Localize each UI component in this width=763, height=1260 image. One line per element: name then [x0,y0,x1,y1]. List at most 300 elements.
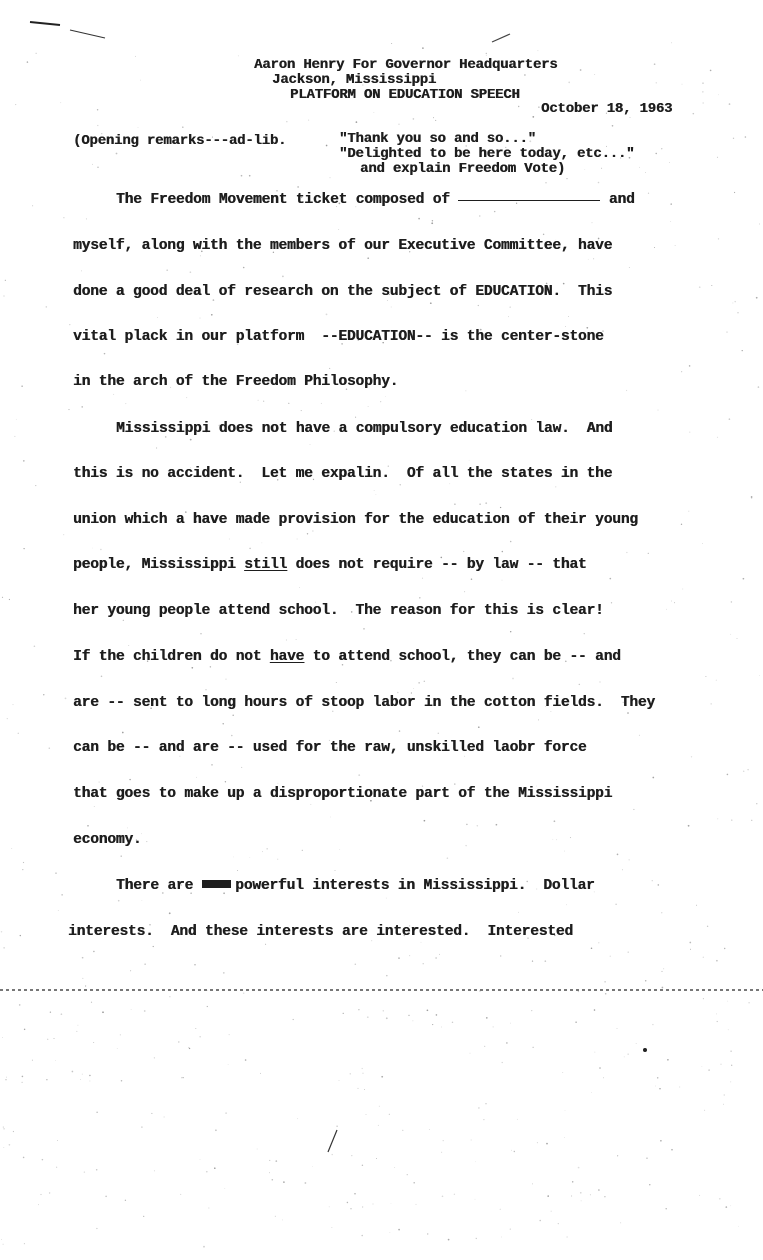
speck [138,127,139,128]
speck [57,1140,58,1141]
speck [140,80,141,81]
speck [232,715,234,717]
speck [129,779,130,780]
speck [380,401,381,402]
speck [386,898,387,899]
speck [229,1034,230,1035]
speck [610,578,612,580]
speck [364,1089,365,1090]
speck [269,1160,270,1161]
speck [679,1087,680,1088]
speck [648,193,649,194]
speck [40,1194,41,1195]
speck [368,406,369,407]
speck [514,1151,515,1152]
speck [716,680,717,681]
speck [580,1192,582,1194]
speck [93,951,94,952]
speck [61,894,62,895]
speck [661,912,662,913]
speck [128,645,129,646]
speck [307,533,308,534]
speck [156,447,157,448]
speck [297,186,298,187]
speck [43,694,44,695]
speck [708,1069,710,1071]
speck [758,386,760,388]
speck [46,1079,47,1080]
speck [748,1002,749,1003]
speck [277,859,278,860]
speck [418,682,419,683]
speck [682,589,683,590]
speck [702,91,703,92]
para3-line-1 [116,878,595,894]
speck [398,124,399,125]
speck [532,116,534,118]
speck [63,217,64,218]
speck [518,106,519,107]
speck [3,1244,4,1245]
speck [442,1195,444,1197]
speck [178,1041,179,1042]
speck [363,628,364,629]
speck [82,1074,83,1075]
speck [510,541,512,543]
speck [249,857,250,858]
corner-mark [70,30,105,38]
speck [727,774,729,776]
speck [646,1158,647,1159]
speck [378,1125,379,1126]
speck [231,735,233,737]
speck [97,167,98,168]
speck [367,1016,369,1018]
speck [183,1077,184,1078]
speck [3,1127,4,1128]
speck [224,1188,225,1189]
speck [717,818,718,819]
opening-quote-2: "Delighted to be here today, etc..." [339,146,635,162]
speck [689,365,691,367]
speck [24,1029,25,1030]
speck [726,331,727,332]
speck [566,1236,567,1237]
speck [510,1229,511,1230]
speck [669,162,670,163]
speck [20,935,21,936]
speck [485,1103,486,1104]
speck [195,1028,196,1029]
speck [627,712,629,714]
speck [565,326,566,327]
speck [358,1088,359,1089]
speck [554,820,556,822]
speck [283,1181,285,1183]
speck [703,957,704,958]
speck [383,1010,384,1011]
speck [361,1235,363,1237]
speck [617,1155,618,1156]
speck [305,1182,307,1184]
speck [594,74,595,75]
speck [92,548,93,549]
speck [500,507,501,508]
para2-line-2: this is no accident. Let me expalin. Of all the states in the [73,466,613,482]
para2-line-1: Mississippi does not have a compulsory education law. And [116,421,613,437]
speck [439,954,440,955]
speck [13,704,14,705]
speck [22,869,23,870]
speck [652,880,653,881]
speck [326,314,328,316]
speck [243,992,244,993]
para2-line-4-b: does not require -- by law -- that [286,557,587,573]
speck [207,1006,208,1007]
speck [471,578,472,579]
speck [691,756,692,757]
speck [751,498,752,499]
speck [72,1071,74,1073]
speck [329,368,330,369]
speck [89,1075,90,1076]
speck [21,1082,22,1083]
speck [648,553,649,554]
speck [2,1037,3,1038]
speck [756,803,757,804]
speck [479,215,480,216]
speck [705,676,706,677]
speck [703,998,704,999]
speck [575,1022,576,1023]
speck [734,301,735,302]
speck [215,1129,217,1131]
speck [296,639,297,640]
speck [566,178,567,179]
para2-line-4-a: people, Mississippi [73,557,245,573]
name-blank-line [458,199,600,201]
speck [550,711,551,712]
speck [671,42,672,43]
speck [269,1172,270,1173]
speck [578,1167,580,1169]
speck [598,942,599,943]
speck [645,172,646,173]
speck [321,403,322,404]
speck [238,56,239,57]
speck [486,1017,488,1019]
speck [751,820,752,821]
speck [718,238,719,239]
speck [717,437,718,438]
speck [166,269,168,271]
speck [351,1155,352,1156]
opening-quote-3: and explain Freedom Vote) [360,161,566,177]
speck [367,257,369,259]
speck [241,767,242,768]
speck [731,601,732,602]
speck [297,539,298,540]
speck [663,968,664,969]
speck [55,1060,56,1061]
speck [654,247,655,248]
speck [358,1009,359,1010]
speck [716,960,718,962]
speck [604,981,606,983]
speck [362,1073,363,1074]
speck [707,926,708,927]
speck [737,638,738,639]
speck [545,960,547,962]
speck [399,730,400,731]
speck [413,1021,414,1022]
speck [703,103,704,104]
speck [391,1203,392,1204]
speck [350,1073,351,1074]
speck [211,314,213,316]
speck [562,1072,563,1073]
speck [89,1081,90,1082]
speck [702,82,703,83]
para1-line-3: done a good deal of research on the subject of EDUCATION. This [73,284,613,300]
speck [278,783,279,784]
speck [509,306,511,308]
speck [297,1118,298,1119]
speck [454,1194,455,1195]
speck [97,109,98,110]
speck [738,1226,739,1227]
speck [46,306,48,308]
speck [408,1015,409,1016]
speck [336,1126,337,1127]
speck [157,317,158,318]
speck [731,820,732,821]
speck [756,297,758,299]
para1-line-1 [116,192,635,208]
speck [63,534,64,535]
speck [719,1198,721,1200]
speck [60,102,61,103]
speck [249,548,251,550]
speck [568,316,569,317]
speck [737,312,738,313]
speck [510,631,511,632]
speck [605,993,607,995]
speck [729,418,731,420]
speck [200,1159,201,1160]
speck [402,1130,403,1131]
speck [727,1001,728,1002]
opening-quote-1: "Thank you so and so..." [339,131,536,147]
speck [358,774,360,776]
speck [120,1034,121,1035]
speck [424,820,426,822]
speck [512,678,514,680]
speck [386,975,388,977]
speck [228,1064,229,1065]
speck [665,1208,666,1209]
speck [123,620,124,621]
speck [483,1119,484,1120]
speck [153,946,154,947]
speck [223,972,225,974]
speck [617,1028,618,1029]
speck [293,1019,294,1020]
speck [135,56,136,57]
speck [510,1023,511,1024]
para1-line-4: vital plack in our platform --EDUCATION-- is the center-stone [73,329,604,345]
speck [84,1171,85,1172]
speck [206,1171,208,1173]
speck [32,205,33,206]
speck [130,970,131,971]
speck [97,125,98,126]
speck [339,1080,340,1081]
speck [362,1165,363,1166]
speck [626,390,627,391]
speck [200,318,201,319]
speck [699,286,701,288]
speck [486,53,487,54]
opening-label: (Opening remarks---ad-lib. [73,133,287,149]
speck [465,845,466,846]
speck [479,503,480,504]
speck [422,578,423,579]
speck [350,1208,351,1209]
speck [418,218,420,220]
speck [233,857,234,858]
speck [81,270,82,271]
speck [611,602,612,603]
speck [636,1043,637,1044]
speck [633,809,634,810]
speck [105,1196,106,1197]
speck [169,912,171,914]
para2-line-8: can be -- and are -- used for the raw, unskilled laobr force [73,740,587,756]
speck [674,602,675,603]
para2-line-9: that goes to make up a disproportionate part of the Mississippi [73,786,613,802]
speck [759,224,760,225]
speck [390,1232,391,1233]
speck [742,350,743,351]
speck [471,1140,472,1141]
speck [371,940,372,941]
speck [144,964,145,965]
corner-mark [492,34,510,42]
speck [286,121,288,123]
speck [169,996,170,997]
underlined-word: have [269,649,305,665]
speck [23,548,24,549]
speck [400,484,401,485]
speck [24,1243,25,1244]
speck [571,1195,572,1196]
speck [398,957,399,958]
speck [725,1206,727,1208]
speck [629,267,630,268]
speck [751,496,753,498]
speck [734,192,735,193]
speck [551,1211,552,1212]
speck [398,1229,400,1231]
speck [122,732,124,734]
speck [113,394,114,395]
header-subject: PLATFORM ON EDUCATION SPEECH [290,87,520,103]
speck [759,675,760,676]
speck [604,1196,605,1197]
para3-line-2: interests. And these interests are interested. Interested [68,924,573,940]
speck [249,175,251,177]
speck [225,678,226,679]
speck [565,1110,566,1111]
speck [23,1157,25,1159]
speck [494,211,495,212]
speck [478,305,479,306]
speck [104,353,106,355]
speck [389,1114,390,1115]
speck [9,1144,11,1146]
speck [100,549,101,550]
speck [730,1081,731,1082]
speck [15,104,16,105]
speck [77,1025,78,1026]
speck [101,676,103,678]
speck [730,1205,731,1206]
speck [568,82,570,84]
speck [262,851,263,852]
speck [282,276,284,278]
speck [484,1046,485,1047]
speck [258,400,259,401]
speck [441,1152,442,1153]
speck [83,978,84,979]
speck [3,947,4,948]
speck [356,121,358,123]
speck [36,53,37,54]
speck [478,1107,479,1108]
speck [670,203,671,204]
speck [3,1147,4,1148]
speck [681,371,682,372]
speck [424,681,425,682]
speck [385,396,386,397]
speck [391,307,392,308]
speck [500,955,501,956]
para1-line-1-end: and [608,192,635,208]
speck [464,591,465,592]
speck [200,633,201,634]
speck [645,980,647,982]
speck [599,681,600,682]
speck [436,1014,438,1016]
speck [299,587,300,588]
speck [592,222,593,223]
speck [397,692,399,694]
speck [23,460,25,462]
speck [654,63,656,65]
speck [591,948,593,950]
speck [374,490,375,491]
speck [656,82,657,83]
speck [310,804,311,805]
speck [667,1059,669,1061]
speck [209,1208,210,1209]
speck [558,1223,559,1224]
para1-line-1-start: The Freedom Movement ticket composed of [116,192,450,208]
header-location: Jackson, Mississippi [272,72,437,88]
speck [329,1206,330,1207]
speck [225,781,226,782]
